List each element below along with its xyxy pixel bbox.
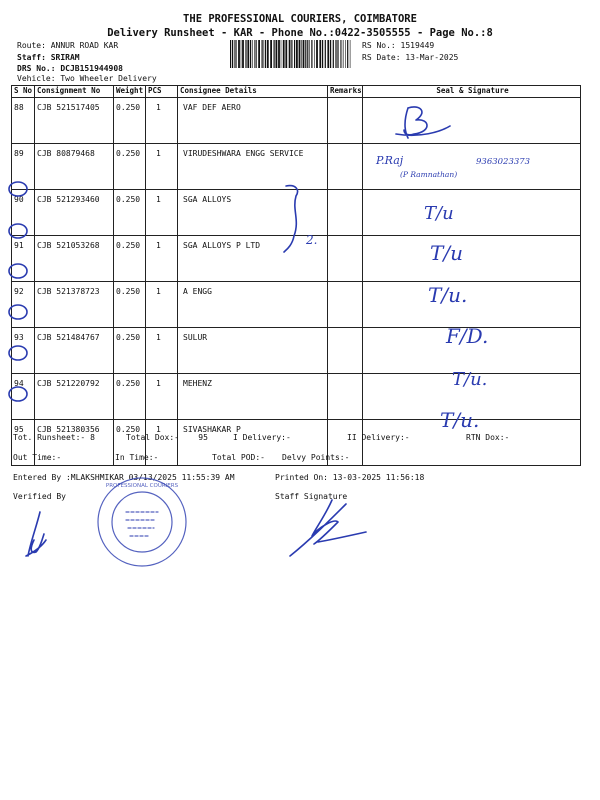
bracket-mark <box>284 186 298 252</box>
page-title: THE PROFESSIONAL COURIERS, COIMBATORE <box>183 13 417 25</box>
i-delivery: I Delivery:- <box>233 433 291 442</box>
staff: Staff: SRIRAM <box>17 53 80 62</box>
header-seal-signature: Seal & Signature <box>363 86 581 98</box>
page-subtitle: Delivery Runsheet - KAR - Phone No.:0422-3505555 - Page No.:8 <box>107 27 493 39</box>
total-dox: Total Dox:- 95 <box>126 433 208 442</box>
delvy-points: Delvy Points:- <box>282 453 350 462</box>
staff-signature <box>290 500 366 556</box>
drs-number: DRS No.: DCJB151944908 <box>17 64 123 73</box>
sno-cell: 94 <box>12 374 35 420</box>
header-remarks: Remarks <box>328 86 363 98</box>
weight-cell: 0.250 <box>114 420 146 466</box>
weight-cell: 0.250 <box>114 144 146 190</box>
consignee-cell: SIVASHAKAR P <box>178 420 328 466</box>
rs-number: RS No.: 1519449 <box>362 41 435 50</box>
rs-date: RS Date: 13-Mar-2025 <box>362 53 459 62</box>
pcs-cell: 1 <box>146 190 178 236</box>
sno-cell: 93 <box>12 328 35 374</box>
consignee-cell: A ENGG <box>178 282 328 328</box>
handwriting-row-89-phone: 9363023373 <box>476 157 531 167</box>
header-sno: S No <box>12 86 35 98</box>
handwriting-row-94: T/u. <box>452 369 488 390</box>
in-time: In Time:- <box>115 453 159 462</box>
stamp-text: PROFESSIONAL COURIERS <box>105 483 179 489</box>
consignee-cell: SGA ALLOYS <box>178 190 328 236</box>
consignment-cell: CJB 521517405 <box>35 98 114 144</box>
handwriting-row-90: T/u <box>424 203 454 224</box>
consignee-cell: SGA ALLOYS P LTD <box>178 236 328 282</box>
pcs-cell: 1 <box>146 236 178 282</box>
weight-cell: 0.250 <box>114 190 146 236</box>
sno-circle <box>9 224 27 238</box>
signature-row-88 <box>396 107 450 138</box>
weight-cell: 0.250 <box>114 236 146 282</box>
handwriting-row-89-bracket: (P Ramnathan) <box>400 170 458 179</box>
sno-cell: 95 <box>12 420 35 466</box>
sno-circle <box>9 182 27 196</box>
handwriting-row-93: F/D. <box>446 324 489 348</box>
handwriting-row-89: P.Raj <box>376 154 404 167</box>
out-time: Out Time:- <box>13 453 62 462</box>
pcs-cell: 1 <box>146 328 178 374</box>
ii-delivery: II Delivery:- <box>347 433 410 442</box>
sno-cell: 90 <box>12 190 35 236</box>
pcs-cell: 1 <box>146 374 178 420</box>
consignment-cell: CJB 521378723 <box>35 282 114 328</box>
pcs-cell: 1 <box>146 282 178 328</box>
vehicle: Vehicle: Two Wheeler Delivery <box>17 74 157 83</box>
weight-cell: 0.250 <box>114 282 146 328</box>
consignment-cell: CJB 80879468 <box>35 144 114 190</box>
header-consignee: Consignee Details <box>178 86 328 98</box>
sno-circle <box>9 264 27 278</box>
pcs-cell: 1 <box>146 420 178 466</box>
sno-cell: 91 <box>12 236 35 282</box>
weight-cell: 0.250 <box>114 374 146 420</box>
handwriting-bracket-count: 2. <box>306 233 318 247</box>
staff-signature-label: Staff Signature <box>275 492 348 501</box>
verified-by: Verified By <box>13 492 66 501</box>
weight-cell: 0.250 <box>114 98 146 144</box>
handwriting-row-92: T/u. <box>428 283 468 307</box>
sno-circle <box>9 346 27 360</box>
verified-signature <box>26 512 46 556</box>
header-pcs: PCS <box>146 86 178 98</box>
route: Route: ANNUR ROAD KAR <box>17 41 119 50</box>
handwriting-row-95: T/u. <box>440 408 480 432</box>
header-consignment: Consignment No <box>35 86 114 98</box>
consignment-cell: CJB 521293460 <box>35 190 114 236</box>
pcs-cell: 1 <box>146 98 178 144</box>
sno-cell: 92 <box>12 282 35 328</box>
weight-cell: 0.250 <box>114 328 146 374</box>
consignee-cell: VAF DEF AERO <box>178 98 328 144</box>
entered-by: Entered By :MLAKSHMIKAR 03/13/2025 11:55:39 AM <box>13 473 235 482</box>
sno-circle <box>9 387 27 401</box>
consignee-cell: MEHENZ <box>178 374 328 420</box>
consignment-cell: CJB 521380356 <box>35 420 114 466</box>
printed-on: Printed On: 13-03-2025 11:56:18 <box>275 473 425 482</box>
consignee-cell: VIRUDESHWARA ENGG SERVICE <box>178 144 328 190</box>
handwriting-row-91: T/u <box>430 241 463 265</box>
sno-circle <box>9 305 27 319</box>
total-pod: Total POD:- <box>212 453 265 462</box>
consignment-cell: CJB 521053268 <box>35 236 114 282</box>
rtn-dox: RTN Dox:- <box>466 433 510 442</box>
sno-cell: 89 <box>12 144 35 190</box>
tot-runsheet: Tot. Runsheet:- 8 <box>13 433 95 442</box>
pcs-cell: 1 <box>146 144 178 190</box>
consignment-cell: CJB 521220792 <box>35 374 114 420</box>
sno-cell: 88 <box>12 98 35 144</box>
consignee-cell: SULUR <box>178 328 328 374</box>
seal-stamp <box>98 478 186 566</box>
consignment-cell: CJB 521484767 <box>35 328 114 374</box>
header-weight: Weight <box>114 86 146 98</box>
